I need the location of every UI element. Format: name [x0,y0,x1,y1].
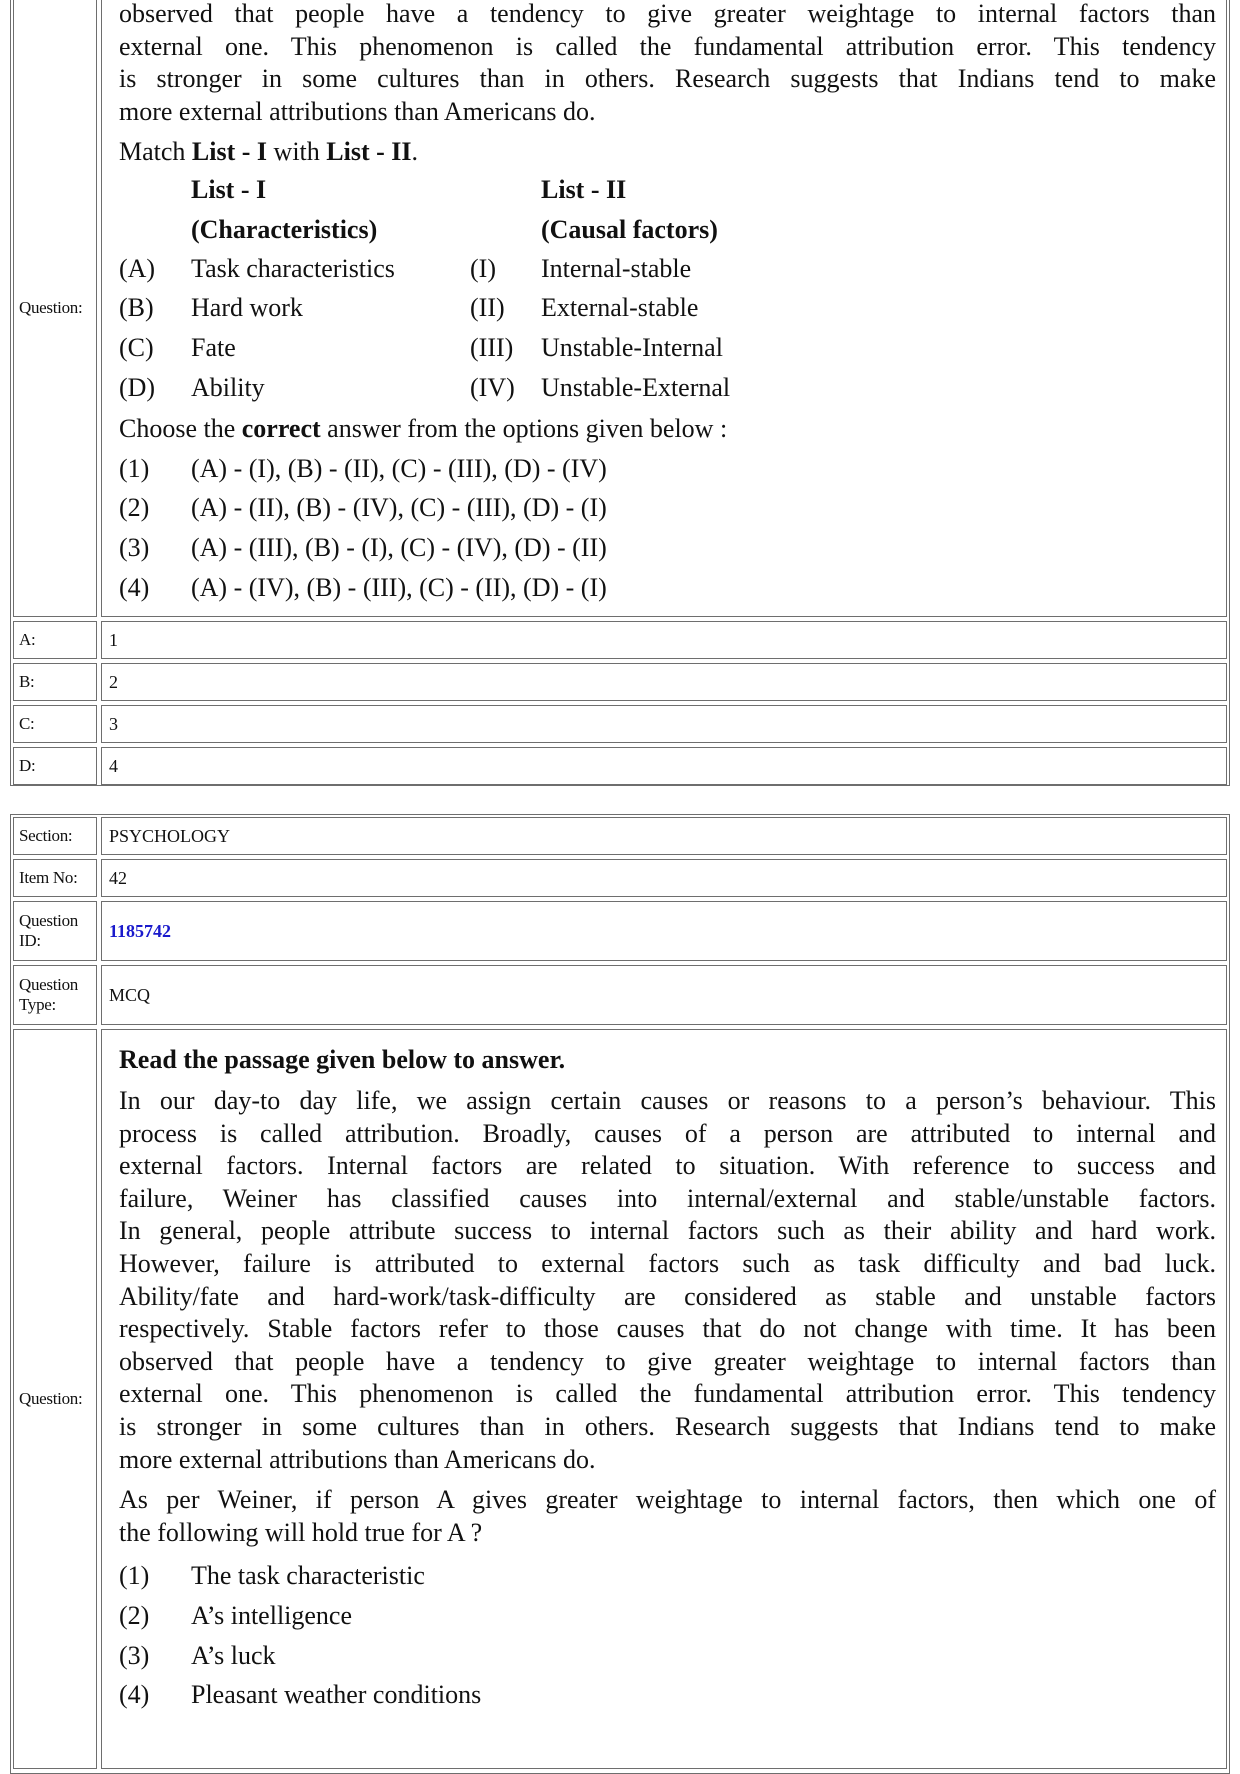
match-item: Hard work [191,293,303,322]
section-row [13,817,1227,855]
passage-line: observed that people have a tendency to give greater weightage to internal factors than [119,0,1216,28]
choice-text: (A) - (II), (B) - (IV), (C) - (III), (D) - (I) [191,493,607,522]
option-row-c [13,705,1227,743]
match-num: (III) [470,333,514,362]
passage-line: failure, Weiner has classified causes into internal/external and stable/unstable factors. [119,1183,1216,1213]
match-text: with [267,137,327,166]
section-value: PSYCHOLOGY [101,817,1227,855]
match-instruction [119,136,418,168]
passage-line: In general, people attribute success to internal factors such as their ability and hard work. [119,1216,1216,1246]
question-stem [119,1484,1216,1549]
match-list1: List - I [191,137,268,166]
choose-bold: correct [241,414,321,443]
item-no-label: Item No: [13,859,97,897]
match-item: Fate [191,333,236,362]
match-factor: External-stable [541,293,699,322]
choose-text: Choose the [119,414,242,443]
option-label: C: [13,705,97,743]
option-row-a [13,621,1227,659]
question-stem-line: As per Weiner, if person A gives greater weightage to internal factors, then which one of [119,1485,1216,1514]
passage-line: However, failure is attributed to external factors such as task difficulty and bad luck. [119,1248,1216,1278]
match-factor: Unstable-External [541,373,731,402]
choice-num: (2) [119,1601,150,1630]
passage [119,1085,1216,1476]
choose-instruction [119,413,727,445]
list2-header: List - II [541,175,627,204]
passage-heading: Read the passage given below to answer. [119,1045,566,1074]
choice-text: (A) - (I), (B) - (II), (C) - (III), (D) - (IV) [191,454,607,483]
match-num: (II) [470,293,505,322]
question-label: Question: [13,1029,97,1769]
passage-line: process is called attribution. Broadly, causes of a person are attributed to internal and [119,1118,1216,1148]
question-id-value: 1185742 [109,920,172,941]
passage-line: is stronger in some cultures than in others. Research suggests that Indians tend to make [119,1411,1216,1441]
question-id-label: Question ID: [13,901,97,961]
match-key: (D) [119,373,156,402]
choice-num: (4) [119,1680,150,1709]
match-key: (C) [119,333,154,362]
choice-num: (3) [119,533,150,562]
option-value: 3 [101,705,1227,743]
option-label: A: [13,621,97,659]
choice-num: (4) [119,573,150,602]
option-label: B: [13,663,97,701]
choose-text: answer from the options given below : [320,414,728,443]
question-type-row [13,965,1227,1025]
list1-header: List - I [191,175,267,204]
match-text: . [411,137,419,166]
match-key: (B) [119,293,154,322]
passage-line: more external attributions than Americans do. [119,1444,596,1474]
choice-text: A’s intelligence [191,1601,353,1630]
question-label: Question: [13,0,97,617]
choice-num: (3) [119,1641,150,1670]
choice-num: (1) [119,1561,150,1590]
match-item: Task characteristics [191,254,395,283]
passage-line: is stronger in some cultures than in others. Research suggests that Indians tend to make [119,64,1216,94]
passage-line: more external attributions than Americans do. [119,96,596,126]
question-id-row [13,901,1227,961]
choice-text: A’s luck [191,1641,276,1670]
passage-line: observed that people have a tendency to give greater weightage to internal factors than [119,1346,1216,1376]
choice-text: (A) - (III), (B) - (I), (C) - (IV), (D) - (II) [191,533,607,562]
option-value: 2 [101,663,1227,701]
match-key: (A) [119,254,156,283]
item-no-row [13,859,1227,897]
option-row-d [13,747,1227,785]
list2-subheader: (Causal factors) [541,215,718,244]
match-num: (I) [470,254,496,283]
passage-line: external factors. Internal factors are related to situation. With reference to success and [119,1151,1216,1181]
choice-num: (1) [119,454,150,483]
choice-text: Pleasant weather conditions [191,1680,482,1709]
choice-num: (2) [119,493,150,522]
choice-text: The task characteristic [191,1561,425,1590]
passage-line: In our day-to day life, we assign certain causes or reasons to a person’s behaviour. This [119,1086,1216,1115]
match-list2: List - II [326,137,412,166]
option-value: 1 [101,621,1227,659]
passage-tail [119,0,1216,128]
passage-line: external one. This phenomenon is called the fundamental attribution error. This tendency [119,1379,1216,1409]
passage-line: respectively. Stable factors refer to those causes that do not change with time. It has been [119,1314,1216,1344]
question-type-value: MCQ [101,965,1227,1025]
match-factor: Internal-stable [541,254,692,283]
match-factor: Unstable-Internal [541,333,723,362]
question-id-cell [101,901,1227,961]
item-no-value: 42 [101,859,1227,897]
option-label: D: [13,747,97,785]
section-label: Section: [13,817,97,855]
option-row-b [13,663,1227,701]
list1-subheader: (Characteristics) [191,215,378,244]
match-text: Match [119,137,192,166]
question-type-label: Question Type: [13,965,97,1025]
match-num: (IV) [470,373,515,402]
question-stem-line: the following will hold true for A ? [119,1517,483,1547]
choice-text: (A) - (IV), (B) - (III), (C) - (II), (D) - (I) [191,573,607,602]
match-item: Ability [191,373,265,402]
passage-line: Ability/fate and hard-work/task-difficulty are considered as stable and unstable factors [119,1281,1216,1311]
option-value: 4 [101,747,1227,785]
passage-line: external one. This phenomenon is called the fundamental attribution error. This tendency [119,31,1216,61]
